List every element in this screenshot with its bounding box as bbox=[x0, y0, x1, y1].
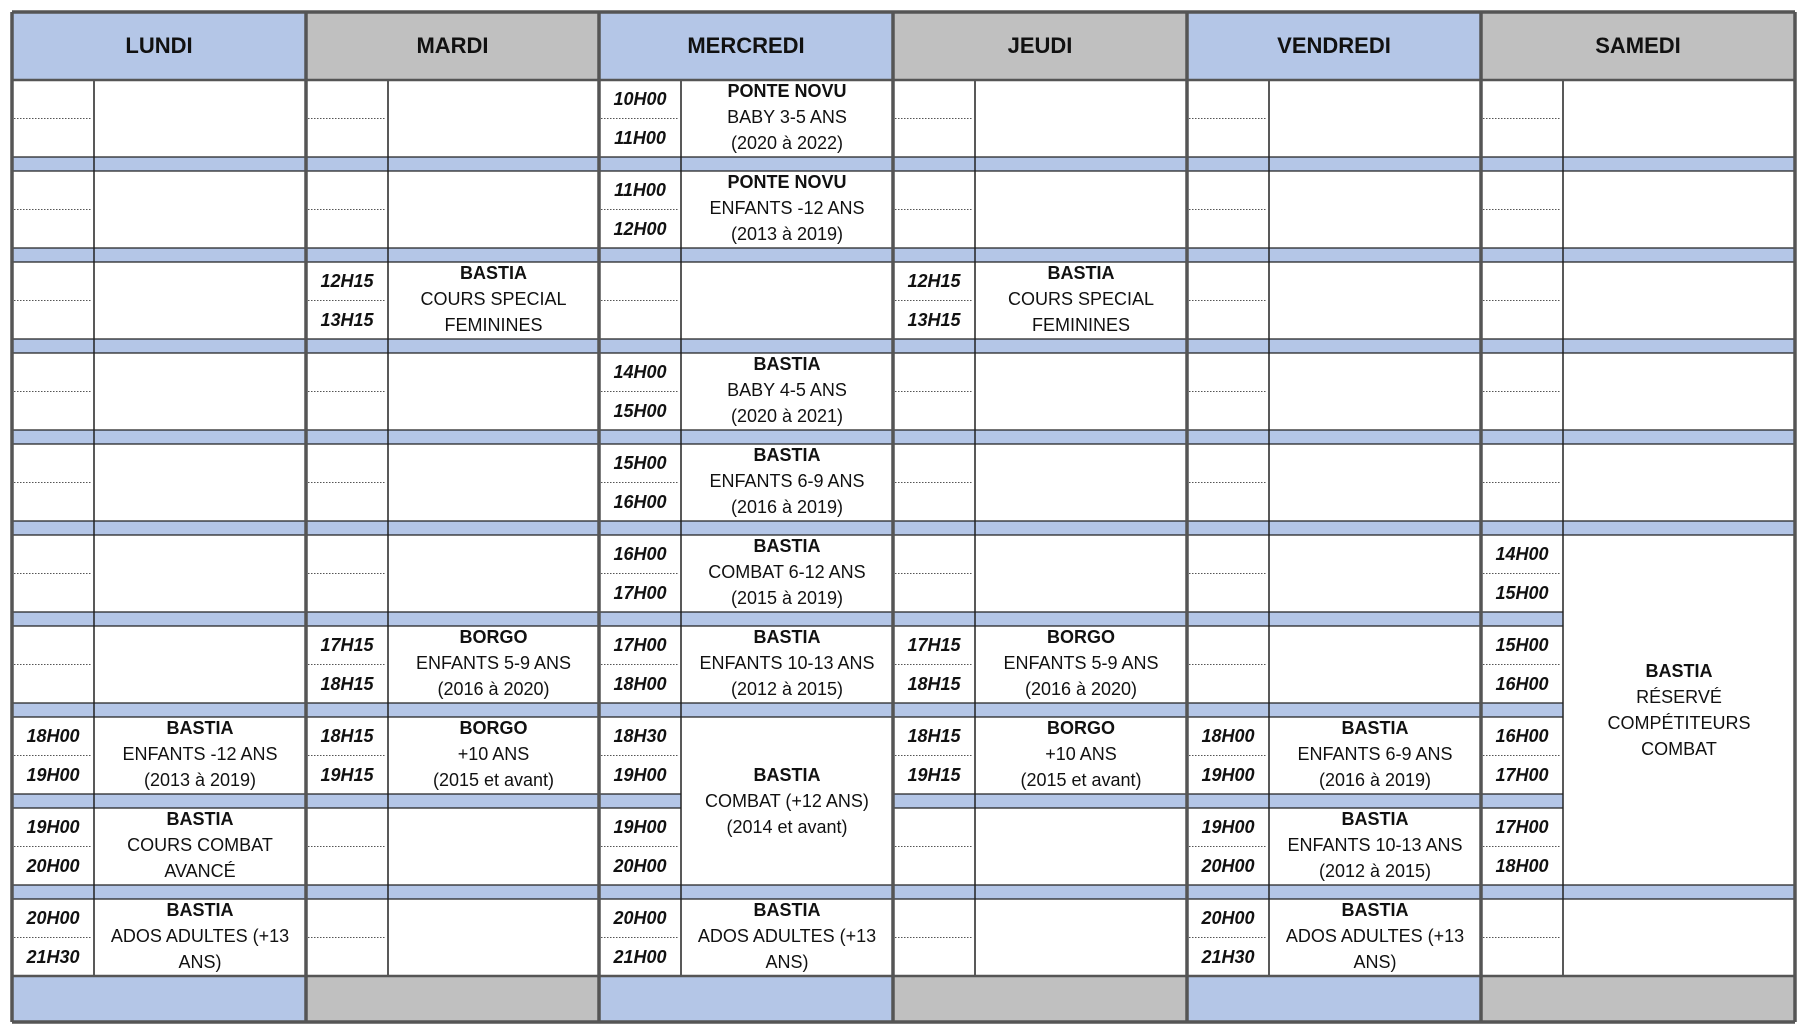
session-time: 21H30 bbox=[26, 946, 80, 967]
session-line: COURS SPECIAL bbox=[1007, 288, 1155, 309]
session-line: (2015 et avant) bbox=[1020, 769, 1142, 790]
session-time: 16H00 bbox=[1495, 673, 1549, 694]
session-details bbox=[681, 78, 893, 155]
footer-cell-jeudi bbox=[893, 976, 1187, 1022]
separator-strip bbox=[1187, 612, 1481, 626]
session-location: BORGO bbox=[459, 626, 528, 647]
session-line: ENFANTS 6-9 ANS bbox=[1297, 743, 1453, 764]
session-line: (2014 et avant) bbox=[726, 817, 848, 837]
session-time: 21H30 bbox=[1201, 946, 1255, 967]
session-line: RÉSERVÉ COMPÉTITEURS bbox=[1607, 687, 1751, 733]
session-time: 15H00 bbox=[1495, 635, 1549, 656]
separator-strip bbox=[12, 339, 306, 353]
session-time: 18H00 bbox=[1495, 855, 1549, 876]
separator-strip bbox=[1187, 430, 1481, 444]
session-details bbox=[94, 897, 306, 974]
session-time: 16H00 bbox=[613, 544, 667, 565]
session-location: BASTIA bbox=[753, 444, 821, 465]
session-time: 15H00 bbox=[613, 400, 667, 421]
day-header-samedi: SAMEDI bbox=[1595, 33, 1681, 58]
session-time: 14H00 bbox=[1495, 544, 1549, 565]
session-time: 19H15 bbox=[320, 764, 374, 785]
session-details bbox=[681, 624, 893, 701]
session-time: 20H00 bbox=[1201, 855, 1255, 876]
session-details bbox=[1269, 715, 1481, 792]
session-details bbox=[681, 717, 893, 885]
session-line: FEMININES bbox=[444, 314, 543, 335]
separator-strip bbox=[1481, 794, 1563, 808]
session-time: 19H00 bbox=[1201, 764, 1255, 785]
session-line: +10 ANS bbox=[1045, 743, 1117, 764]
session-line: (2012 à 2015) bbox=[730, 678, 844, 699]
session-time: 19H00 bbox=[613, 817, 667, 838]
session-time: 19H00 bbox=[613, 764, 667, 785]
session-location: BASTIA bbox=[1047, 262, 1115, 283]
session-line: COMBAT 6-12 ANS bbox=[708, 561, 866, 582]
session-details bbox=[681, 897, 893, 974]
session-line: ADOS ADULTES (+13 bbox=[697, 925, 877, 946]
session-time: 18H15 bbox=[907, 673, 961, 694]
separator-strip bbox=[12, 521, 306, 535]
session-time: 12H00 bbox=[613, 218, 667, 239]
separator-strip bbox=[1481, 430, 1795, 444]
session-location: PONTE NOVU bbox=[727, 80, 847, 101]
session-line: (2015 et avant) bbox=[432, 769, 555, 790]
session-line: ADOS ADULTES (+13 bbox=[1285, 925, 1465, 946]
session-time: 17H00 bbox=[613, 582, 667, 603]
session-time: 20H00 bbox=[26, 855, 80, 876]
session-line: (2016 à 2019) bbox=[730, 496, 844, 517]
separator-strip bbox=[1481, 157, 1795, 171]
separator-strip bbox=[306, 885, 599, 899]
session-time: 20H00 bbox=[613, 908, 667, 929]
session-line: ANS) bbox=[765, 951, 809, 972]
session-details bbox=[681, 442, 893, 519]
session-details bbox=[388, 624, 599, 701]
session-time: 13H15 bbox=[907, 309, 961, 330]
session-time: 18H15 bbox=[320, 673, 374, 694]
session-time: 18H30 bbox=[613, 726, 667, 747]
session-location: BORGO bbox=[1046, 626, 1115, 647]
session-line: (2013 à 2019) bbox=[143, 769, 257, 790]
session-time: 20H00 bbox=[613, 855, 667, 876]
session-time: 18H00 bbox=[26, 726, 80, 747]
separator-strip bbox=[893, 794, 1187, 808]
session-line: ENFANTS 5-9 ANS bbox=[1003, 652, 1159, 673]
session-details bbox=[1563, 535, 1795, 885]
session-line: ENFANTS -12 ANS bbox=[122, 743, 278, 764]
session-location: BASTIA bbox=[753, 899, 821, 920]
separator-strip bbox=[1187, 248, 1481, 262]
session-location: BASTIA bbox=[166, 717, 234, 738]
separator-strip bbox=[893, 521, 1187, 535]
session-time: 19H00 bbox=[1201, 817, 1255, 838]
session-line: COMBAT (+12 ANS) bbox=[705, 791, 869, 811]
separator-strip bbox=[12, 248, 306, 262]
separator-strip bbox=[12, 157, 306, 171]
session-line: COMBAT bbox=[1641, 739, 1717, 759]
session-time: 14H00 bbox=[613, 362, 667, 383]
session-time: 11H00 bbox=[614, 180, 666, 201]
session-time: 20H00 bbox=[1201, 908, 1255, 929]
separator-strip bbox=[1187, 521, 1481, 535]
footer-cell-mercredi bbox=[599, 976, 893, 1022]
separator-strip bbox=[1481, 521, 1795, 535]
separator-strip bbox=[1481, 248, 1795, 262]
session-time: 15H00 bbox=[613, 453, 667, 474]
session-location: BASTIA bbox=[166, 899, 234, 920]
session-line: BABY 4-5 ANS bbox=[727, 379, 847, 400]
session-line: ENFANTS 5-9 ANS bbox=[415, 652, 572, 673]
separator-strip bbox=[599, 248, 893, 262]
session-time: 12H15 bbox=[320, 271, 374, 292]
session-time: 18H00 bbox=[1201, 726, 1255, 747]
session-location: BORGO bbox=[459, 717, 528, 738]
separator-strip bbox=[12, 430, 306, 444]
session-line: COURS SPECIAL bbox=[420, 288, 567, 309]
session-location: BORGO bbox=[1046, 717, 1115, 738]
footer-cell-lundi bbox=[12, 976, 306, 1022]
separator-strip bbox=[1481, 885, 1795, 899]
separator-strip bbox=[1481, 703, 1563, 717]
footer-cell-samedi bbox=[1481, 976, 1795, 1022]
session-details bbox=[94, 715, 306, 792]
session-time: 20H00 bbox=[26, 908, 80, 929]
footer-cell-vendredi bbox=[1187, 976, 1481, 1022]
day-header-mardi: MARDI bbox=[416, 33, 489, 58]
session-time: 11H00 bbox=[614, 127, 666, 148]
session-time: 19H00 bbox=[26, 764, 80, 785]
session-time: 19H15 bbox=[907, 764, 961, 785]
separator-strip bbox=[1187, 339, 1481, 353]
session-line: (2015 à 2019) bbox=[730, 587, 844, 608]
separator-strip bbox=[599, 703, 893, 717]
session-location: BASTIA bbox=[1645, 661, 1713, 681]
session-details bbox=[975, 624, 1187, 701]
session-time: 21H00 bbox=[613, 946, 667, 967]
separator-strip bbox=[1187, 157, 1481, 171]
session-time: 19H00 bbox=[26, 817, 80, 838]
session-time: 17H15 bbox=[320, 635, 374, 656]
separator-strip bbox=[306, 339, 599, 353]
separator-strip bbox=[1481, 612, 1563, 626]
session-line: (2016 à 2020) bbox=[1024, 678, 1138, 699]
session-line: BABY 3-5 ANS bbox=[727, 106, 847, 127]
session-details bbox=[975, 715, 1187, 792]
session-location: BASTIA bbox=[460, 262, 527, 283]
session-time: 12H15 bbox=[907, 271, 961, 292]
session-line: COURS COMBAT bbox=[127, 834, 273, 855]
session-time: 10H00 bbox=[613, 89, 667, 110]
session-line: (2020 à 2021) bbox=[730, 405, 844, 426]
day-header-lundi: LUNDI bbox=[125, 33, 193, 58]
session-line: (2020 à 2022) bbox=[730, 132, 844, 153]
session-location: BASTIA bbox=[753, 626, 821, 647]
session-time: 16H00 bbox=[1495, 726, 1549, 747]
session-location: BASTIA bbox=[753, 765, 821, 785]
session-line: ENFANTS 10-13 ANS bbox=[1287, 834, 1463, 855]
day-header-jeudi: JEUDI bbox=[1007, 33, 1073, 58]
separator-strip bbox=[893, 885, 1187, 899]
session-time: 17H00 bbox=[1495, 817, 1549, 838]
session-line: AVANCÉ bbox=[164, 860, 236, 881]
session-details bbox=[681, 169, 893, 246]
session-line: (2012 à 2015) bbox=[1318, 860, 1432, 881]
session-details bbox=[1269, 897, 1481, 974]
session-location: BASTIA bbox=[753, 535, 821, 556]
session-details bbox=[681, 351, 893, 428]
session-details bbox=[388, 260, 599, 337]
separator-strip bbox=[599, 794, 681, 808]
session-line: ENFANTS 6-9 ANS bbox=[709, 470, 865, 491]
session-time: 18H00 bbox=[613, 673, 667, 694]
session-details bbox=[388, 715, 599, 792]
day-header-mercredi: MERCREDI bbox=[687, 33, 805, 58]
session-location: BASTIA bbox=[753, 353, 821, 374]
footer-cell-mardi bbox=[306, 976, 599, 1022]
separator-strip bbox=[893, 430, 1187, 444]
session-location: BASTIA bbox=[1341, 808, 1409, 829]
session-line: ENFANTS -12 ANS bbox=[709, 197, 865, 218]
session-location: BASTIA bbox=[1341, 899, 1409, 920]
session-time: 13H15 bbox=[320, 309, 374, 330]
separator-strip bbox=[1481, 339, 1795, 353]
session-time: 18H15 bbox=[320, 726, 374, 747]
session-time: 15H00 bbox=[1495, 582, 1549, 603]
separator-strip bbox=[306, 157, 599, 171]
separator-strip bbox=[12, 612, 306, 626]
session-details bbox=[681, 533, 893, 610]
separator-strip bbox=[893, 339, 1187, 353]
session-time: 17H00 bbox=[613, 635, 667, 656]
separator-strip bbox=[306, 794, 599, 808]
session-details bbox=[94, 806, 306, 883]
session-time: 16H00 bbox=[613, 491, 667, 512]
session-location: BASTIA bbox=[166, 808, 234, 829]
day-header-vendredi: VENDREDI bbox=[1277, 33, 1391, 58]
session-details bbox=[975, 260, 1187, 337]
session-line: ADOS ADULTES (+13 bbox=[110, 925, 290, 946]
session-line: (2016 à 2020) bbox=[437, 678, 550, 699]
session-line: +10 ANS bbox=[457, 743, 530, 764]
session-details bbox=[1269, 806, 1481, 883]
session-location: BASTIA bbox=[1341, 717, 1409, 738]
session-line: FEMININES bbox=[1031, 314, 1130, 335]
session-line: ENFANTS 10-13 ANS bbox=[699, 652, 875, 673]
separator-strip bbox=[306, 521, 599, 535]
separator-strip bbox=[306, 430, 599, 444]
session-line: ANS) bbox=[1353, 951, 1397, 972]
separator-strip bbox=[893, 157, 1187, 171]
session-time: 17H00 bbox=[1495, 764, 1549, 785]
session-time: 17H15 bbox=[907, 635, 961, 656]
session-line: (2016 à 2019) bbox=[1318, 769, 1432, 790]
session-line: ANS) bbox=[178, 951, 222, 972]
session-line: (2013 à 2019) bbox=[730, 223, 844, 244]
session-location: PONTE NOVU bbox=[727, 171, 847, 192]
session-time: 18H15 bbox=[907, 726, 961, 747]
